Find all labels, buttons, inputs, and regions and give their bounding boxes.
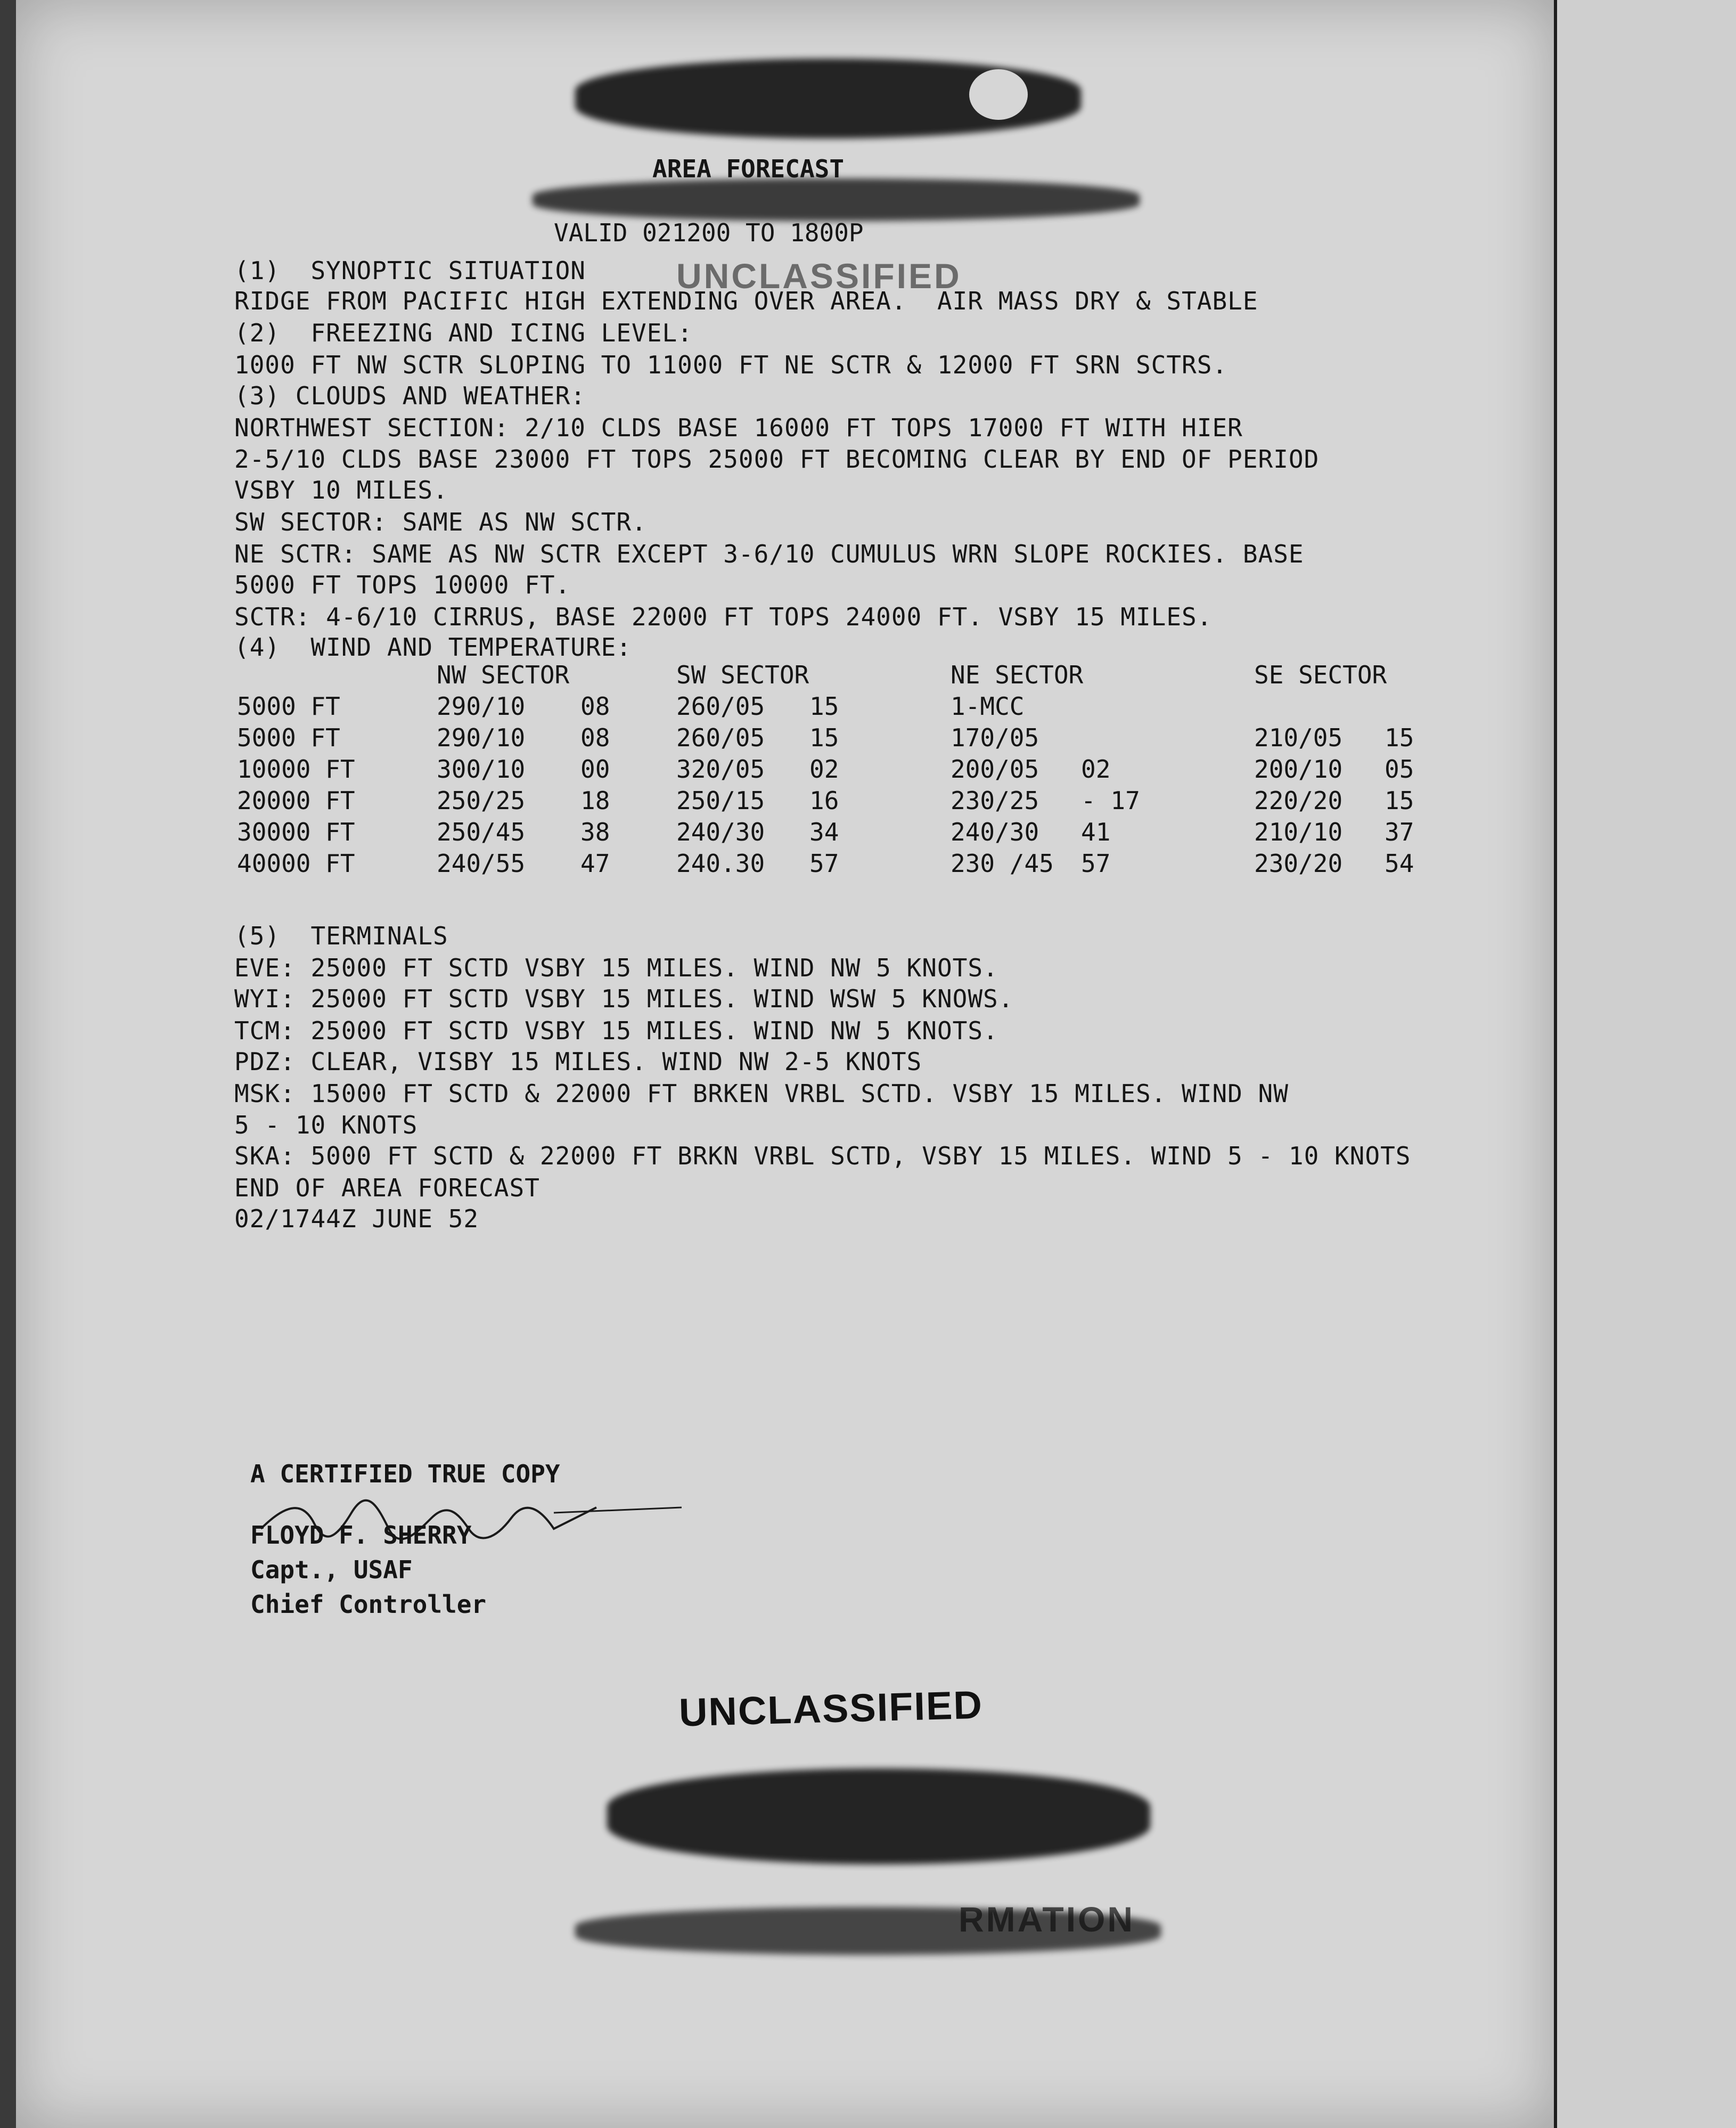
section-3-text: 5000 FT TOPS 10000 FT. (234, 570, 571, 599)
terminal-line: PDZ: CLEAR, VISBY 15 MILES. WIND NW 2-5 KNOTS (234, 1047, 922, 1076)
section-4-title: (4) WIND AND TEMPERATURE: (234, 633, 632, 662)
table-cell-swt: 15 (809, 692, 839, 721)
date-time-group: 02/1744Z JUNE 52 (234, 1204, 479, 1233)
redaction-bottom (607, 1768, 1150, 1864)
table-cell-nw: 250/45 (437, 818, 526, 846)
terminal-line: EVE: 25000 FT SCTD VSBY 15 MILES. WIND NW 5 KNOTS. (234, 953, 998, 982)
table-cell-ne: 170/05 (951, 723, 1039, 752)
table-cell-ne: 240/30 (951, 818, 1039, 846)
table-cell-nwt: 18 (580, 786, 610, 815)
page-edge (1554, 0, 1557, 2128)
table-cell-swt: 34 (809, 818, 839, 846)
signer-title: Chief Controller (250, 1590, 487, 1619)
terminal-line: 5 - 10 KNOTS (234, 1111, 418, 1139)
table-cell-nwt: 08 (580, 723, 610, 752)
table-cell-alt: 40000 FT (237, 849, 355, 878)
table-cell-sw: 320/05 (676, 755, 765, 784)
table-cell-set: 37 (1385, 818, 1414, 846)
terminal-line: WYI: 25000 FT SCTD VSBY 15 MILES. WIND WSW 5 KNOWS. (234, 984, 1014, 1013)
table-cell-se: 210/10 (1254, 818, 1343, 846)
table-cell-nw: 300/10 (437, 755, 526, 784)
table-cell-se: 220/20 (1254, 786, 1343, 815)
signer-rank: Capt., USAF (250, 1555, 413, 1584)
table-cell-nwt: 00 (580, 755, 610, 784)
table-cell-nwt: 08 (580, 692, 610, 721)
table-cell-se: 210/05 (1254, 723, 1343, 752)
table-cell-alt: 10000 FT (237, 755, 355, 784)
section-3-text: SW SECTOR: SAME AS NW SCTR. (234, 508, 647, 536)
table-cell-alt: 5000 FT (237, 692, 340, 721)
table-cell-sw: 240/30 (676, 818, 765, 846)
table-cell-nw: 290/10 (437, 692, 526, 721)
section-3-text: NORTHWEST SECTION: 2/10 CLDS BASE 16000 FT TOPS 17000 FT WITH HIER (234, 413, 1243, 442)
overstamp-classification: UNCLASSIFIED (676, 256, 962, 296)
table-cell-se: 200/10 (1254, 755, 1343, 784)
section-5-title: (5) TERMINALS (234, 922, 448, 950)
table-cell-nwt: 47 (580, 849, 610, 878)
table-cell-sw: 250/15 (676, 786, 765, 815)
table-cell-sw: 240.30 (676, 849, 765, 878)
forecast-title: AREA FORECAST (652, 154, 845, 183)
table-cell-ne: 1-MCC (951, 692, 1025, 721)
section-1-title: (1) SYNOPTIC SITUATION (234, 256, 586, 285)
table-cell-nwt: 38 (580, 818, 610, 846)
table-cell-set: 05 (1385, 755, 1414, 784)
table-cell-nw: 250/25 (437, 786, 526, 815)
table-cell-ne: 200/05 (951, 755, 1039, 784)
header-se: SE SECTOR (1254, 661, 1387, 689)
table-cell-swt: 15 (809, 723, 839, 752)
unclassified-stamp: UNCLASSIFIED (678, 1682, 984, 1735)
section-3-text: SCTR: 4-6/10 CIRRUS, BASE 22000 FT TOPS 24000 FT. VSBY 15 MILES. (234, 602, 1213, 631)
table-cell-set: 15 (1385, 786, 1414, 815)
section-3-text: 2-5/10 CLDS BASE 23000 FT TOPS 25000 FT BECOMING CLEAR BY END OF PERIOD (234, 445, 1320, 474)
punch-hole (969, 69, 1028, 120)
table-cell-swt: 02 (809, 755, 839, 784)
table-cell-nw: 240/55 (437, 849, 526, 878)
table-cell-ne: 230/25 (951, 786, 1039, 815)
header-ne: NE SECTOR (951, 661, 1084, 689)
terminal-line: MSK: 15000 FT SCTD & 22000 FT BRKEN VRBL SCTD. VSBY 15 MILES. WIND NW (234, 1079, 1289, 1108)
terminal-line: TCM: 25000 FT SCTD VSBY 15 MILES. WIND NW 5 KNOTS. (234, 1016, 998, 1045)
table-cell-net: 57 (1081, 849, 1111, 878)
table-cell-set: 54 (1385, 849, 1414, 878)
table-cell-sw: 260/05 (676, 723, 765, 752)
terminal-line: SKA: 5000 FT SCTD & 22000 FT BRKN VRBL SCTD, VSBY 15 MILES. WIND 5 - 10 KNOTS (234, 1142, 1411, 1170)
section-3-text: NE SCTR: SAME AS NW SCTR EXCEPT 3-6/10 CUMULUS WRN SLOPE ROCKIES. BASE (234, 540, 1304, 568)
header-nw: NW SECTOR (437, 661, 570, 689)
valid-period: VALID 021200 TO 1800P (554, 218, 864, 247)
signer-name: FLOYD F. SHERRY (250, 1521, 472, 1550)
table-cell-se: 230/20 (1254, 849, 1343, 878)
table-cell-swt: 16 (809, 786, 839, 815)
redacted-marking-remnant: RMATION (959, 1899, 1135, 1939)
table-cell-alt: 30000 FT (237, 818, 355, 846)
header-sw: SW SECTOR (676, 661, 809, 689)
section-2-text: 1000 FT NW SCTR SLOPING TO 11000 FT NE SCTR & 12000 FT SRN SCTRS. (234, 350, 1228, 379)
section-1-text: RIDGE FROM PACIFIC HIGH EXTENDING OVER AREA. AIR MASS DRY & STABLE (234, 287, 1258, 315)
table-cell-sw: 260/05 (676, 692, 765, 721)
section-3-text: VSBY 10 MILES. (234, 476, 448, 504)
certified-copy-label: A CERTIFIED TRUE COPY (250, 1460, 560, 1488)
table-cell-set: 15 (1385, 723, 1414, 752)
table-cell-swt: 57 (809, 849, 839, 878)
table-cell-alt: 20000 FT (237, 786, 355, 815)
table-cell-net: 02 (1081, 755, 1111, 784)
table-cell-alt: 5000 FT (237, 723, 340, 752)
table-cell-nw: 290/10 (437, 723, 526, 752)
redaction-title-strip (533, 178, 1140, 221)
scan-margin (1555, 0, 1736, 2128)
table-cell-net: 41 (1081, 818, 1111, 846)
section-3-title: (3) CLOUDS AND WEATHER: (234, 381, 586, 410)
table-cell-net: - 17 (1081, 786, 1140, 815)
section-2-title: (2) FREEZING AND ICING LEVEL: (234, 319, 693, 347)
end-of-forecast: END OF AREA FORECAST (234, 1173, 540, 1202)
table-cell-ne: 230 /45 (951, 849, 1054, 878)
